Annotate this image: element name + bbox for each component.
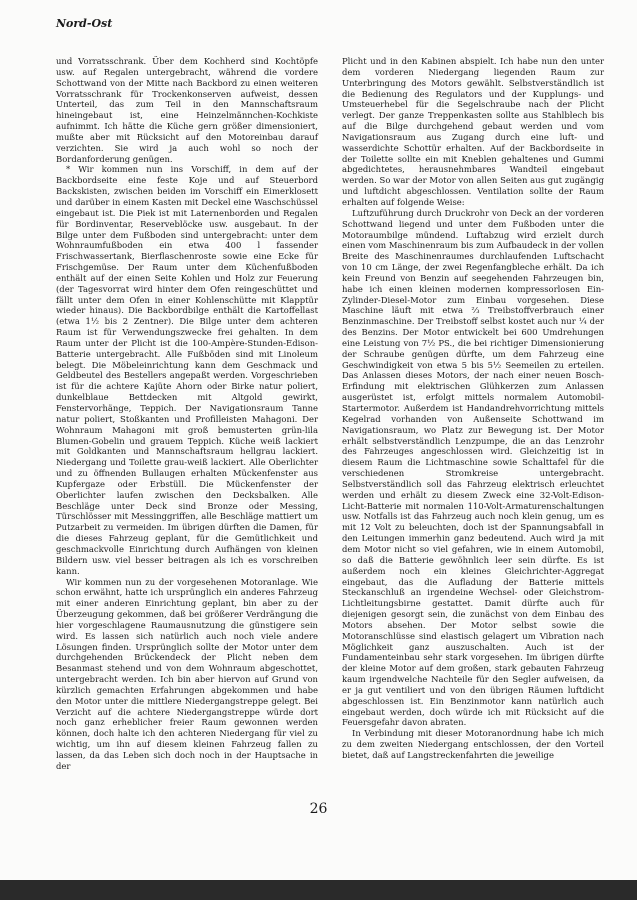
right-paragraph-3: In Verbindung mit dieser Motoranordnung habe ich mich zu dem zweiten Niedergang entschlossen, der den Vorteil bietet, daß auf Langstreckenfahrten die jeweilige xyxy=(342,728,604,760)
left-paragraph-3: Wir kommen nun zu der vorgesehenen Motoranlage. Wie schon erwähnt, hatte ich ursprünglich ein anderes Fahrzeug mit einer anderen Einrichtung geplant, bin aber zu der Überzeugung gekommen, daß bei größerer Verdrängung die hier vorgeschlagene Raumausnutzung die günstigere sein wird. Es lassen sich natürlich auch noch viele andere Lösungen finden. Ursprünglich sollte der Motor unter dem durchgehenden Brückendeck der Plicht neben dem Besanmast stehend und von dem Wohnraum abgeschottet, untergebracht werden. Ich bin aber hiervon auf Grund von kürzlich gemachten Erfahrungen abgekommen und habe den Motor unter die mittlere Niedergangstreppe gelegt. Bei Verzicht auf die achtere Niedergangstreppe würde dort noch ganz erheblicher freier Raum gewonnen werden können, doch halte ich den achteren Niedergang für viel zu wichtig, um ihn auf diesem kleinen Fahrzeug fallen zu lassen, da das Leben sich doch noch in der Hauptsache in der xyxy=(56,576,318,771)
page-number: 26 xyxy=(309,801,328,817)
scan-bottom-edge xyxy=(0,880,637,900)
right-paragraph-1: Plicht und in den Kabinen abspielt. Ich habe nun den unter dem vorderen Niedergang liegenden Raum zur Unterbringung des Motors gewählt. Selbstverständlich ist die Bedienung des Regulators und der Kupplungs- und Umsteuerhebel für die Segelschraube nach der Plicht verlegt. Der ganze Treppenkasten sollte aus Stahlblech bis auf die Bilge durchgehend gebaut werden und vom Navigationsraum aus Zugang durch eine luft- und wasserdichte Schottür erhalten. Auf der Backbordseite in der Toilette sollte ein mit Kneblen gehaltenes und Gummi abgedichtetes, herausnehmbares Wandteil eingebaut werden. So war der Motor von allen Seiten aus gut zugängig und luftdicht abgeschlossen. Ventilation sollte der Raum erhalten auf folgende Weise: xyxy=(342,56,604,207)
right-column xyxy=(342,56,604,761)
left-paragraph-1: und Vorratsschrank. Über dem Kochherd sind Kochtöpfe usw. auf Regalen untergebracht, während die vordere Schottwand von der Mitte nach Backbord zu einen weiteren Vorratsschrank für Trockenkonserven aufweist, dessen Unterteil, das zum Teil in den Mannschaftsraum hineingebaut ist, eine Heinzelmännchen-Kochkiste aufnimmt. Ich hätte die Küche gern größer dimensioniert, mußte aber mit Rücksicht auf den Motoreinbau darauf verzichten. Sie wird ja auch wohl so noch der Bordanforderung genügen. xyxy=(56,56,318,164)
right-paragraph-2: Luftzuführung durch Druckrohr von Deck an der vorderen Schottwand liegend und unter dem Fußboden unter die Motoraumbilge mündend. Luftabzug wird erzielt durch einen vom Maschinenraum bis zum Aufbaudeck in der vollen Breite des Maschinenraumes durchlaufenden Luftschacht von 10 cm Länge, der zwei Regenfangbleche erhält. Da ich kein Freund von Benzin auf seegehenden Fahrzeugen bin, habe ich einen kleinen modernen kompressorlosen Ein-Zylinder-Diesel-Motor zum Einbau vorgesehen. Diese Maschine läuft mit etwa ⅔ Treibstoffverbrauch einer Benzinmaschine. Der Treibstoff selbst kostet auch nur ¼ der des Benzins. Der Motor entwickelt bei 600 Umdrehungen eine Leistung von 7½ PS., die bei richtiger Dimensionierung der Schraube genügen dürfte, um dem Fahrzeug eine Geschwindigkeit von etwa 5 bis 5½ Seemeilen zu erteilen. Das Anlassen dieses Motors, der nach einer neuen Bosch-Erfindung mit elektrischen Glühkerzen zum Anlassen ausgerüstet ist, erfolgt mittels normalem Automobil-Startermotor. Außerdem ist Handandrehvorrichtung mittels Kegelrad vorhanden von Außenseite Schottwand im Navigationsraum, wo Platz zur Bewegung ist. Der Motor erhält selbstverständlich Lenzpumpe, die an das Lenzrohr des Fahrzeuges angeschlossen wird. Gleichzeitig ist in diesem Raum die Lichtmaschine sowie Schalttafel für die verschiedenen Stromkreise untergebracht. Selbstverständlich soll das Fahrzeug elektrisch erleuchtet werden und erhält zu diesem Zweck eine 32-Volt-Edison-Licht-Batterie mit normalen 110-Volt-Armaturenschaltungen usw. Notfalls ist das Fahrzeug auch noch klein genug, um es mit 12 Volt zu beleuchten, doch ist der Spannungsabfall in den Leitungen immerhin ganz bedeutend. Auch wird ja mit dem Motor nicht so viel gefahren, wie in einem Automobil, so daß die Batterie gewöhnlich leer sein dürfte. Es ist außerdem noch ein kleines Gleichrichter-Aggregat eingebaut, das die Aufladung der Batterie mittels Steckanschluß an irgendeine Wechsel- oder Gleichstrom-Lichtleitungsbirne gestattet. Damit dürfte auch für diejenigen gesorgt sein, die zunächst von dem Einbau des Motors absehen. Der Motor selbst sowie die Motoranschlüsse sind elastisch gelagert um Vibration nach Möglichkeit ganz auszuschalten. Auch ist der Fundamenteinbau sehr stark vorgesehen. Im übrigen dürfte der kleine Motor auf dem großen, stark gebauten Fahrzeug kaum irgendwelche Nachteile für den Segler aufweisen, da er ja gut ventiliert und von den übrigen Räumen luftdicht abgeschlossen ist. Ein Benzinmotor kann natürlich auch eingebaut werden, doch würde ich mit Rücksicht auf die Feuersgefahr davon abraten. xyxy=(342,207,604,728)
left-paragraph-2: * Wir kommen nun ins Vorschiff, in dem auf der Backbordseite eine feste Koje und auf Steuerbord Backskisten, zwischen beiden im Vorschiff ein Eimerklosett und darüber in einem Kasten mit Deckel eine Waschschüssel eingebaut ist. Die Piek ist mit Laternenborden und Regalen für Bordinventar, Reserveblöcke usw. ausgebaut. In der Bilge unter dem Fußboden sind untergebracht: unter dem Wohnraumfußboden ein etwa 400 l fassender Frischwassertank, Bierflaschenroste sowie eine Ecke für Frischgemüse. Der Raum unter dem Küchenfußboden enthält auf der einen Seite Kohlen und Holz zur Feuerung (der Tagesvorrat wird hinter dem Ofen reingeschüttet und fällt unter dem Ofen in einer Kohlenschütte mit Klapptür wieder hinaus). Die Backbordbilge enthält die Kartoffellast (etwa 1½ bis 2 Zentner). Die Bilge unter dem achteren Raum ist für Verwendungszwecke frei gehalten. In dem Raum unter der Plicht ist die 100-Ampère-Stunden-Edison-Batterie untergebracht. Alle Fußböden sind mit Linoleum belegt. Die Möbeleinrichtung kann dem Geschmack und Geldbeutel des Bestellers angepaßt werden. Vorgeschrieben ist für die achtere Kajüte Ahorn oder Birke natur poliert, dunkelblaue Bettdecken mit Altgold gewirkt, Fenstervorhänge, Teppich. Der Navigationsraum Tanne natur poliert, Stoßkanten und Profilleisten Mahagoni. Der Wohnraum Mahagoni mit groß bemusterten grün-lila Blumen-Gobelin und grauem Teppich. Küche weiß lackiert mit Goldkanten und Mannschaftsraum hellgrau lackiert. Niedergang und Toilette grau-weiß lackiert. Alle Oberlichter und zu öffnenden Bullaugen erhalten Mückenfenster aus Kupfergaze oder Erbstüll. Die Mückenfenster der Oberlichter laufen zwischen den Decksbalken. Alle Beschläge unter Deck sind Bronze oder Messing, Türschlösser mit Messinggriffen, alle Beschläge mattiert um Putzarbeit zu vermeiden. Im übrigen dürften die Damen, für die dieses Fahrzeug geplant, für die Gemütlichkeit und geschmackvolle Einrichtung durch Aufhängen von kleinen Bildern usw. viel besser beitragen als ich es vorschreiben kann. xyxy=(56,164,318,576)
running-header: Nord-Ost xyxy=(56,17,113,30)
left-column xyxy=(56,56,318,772)
